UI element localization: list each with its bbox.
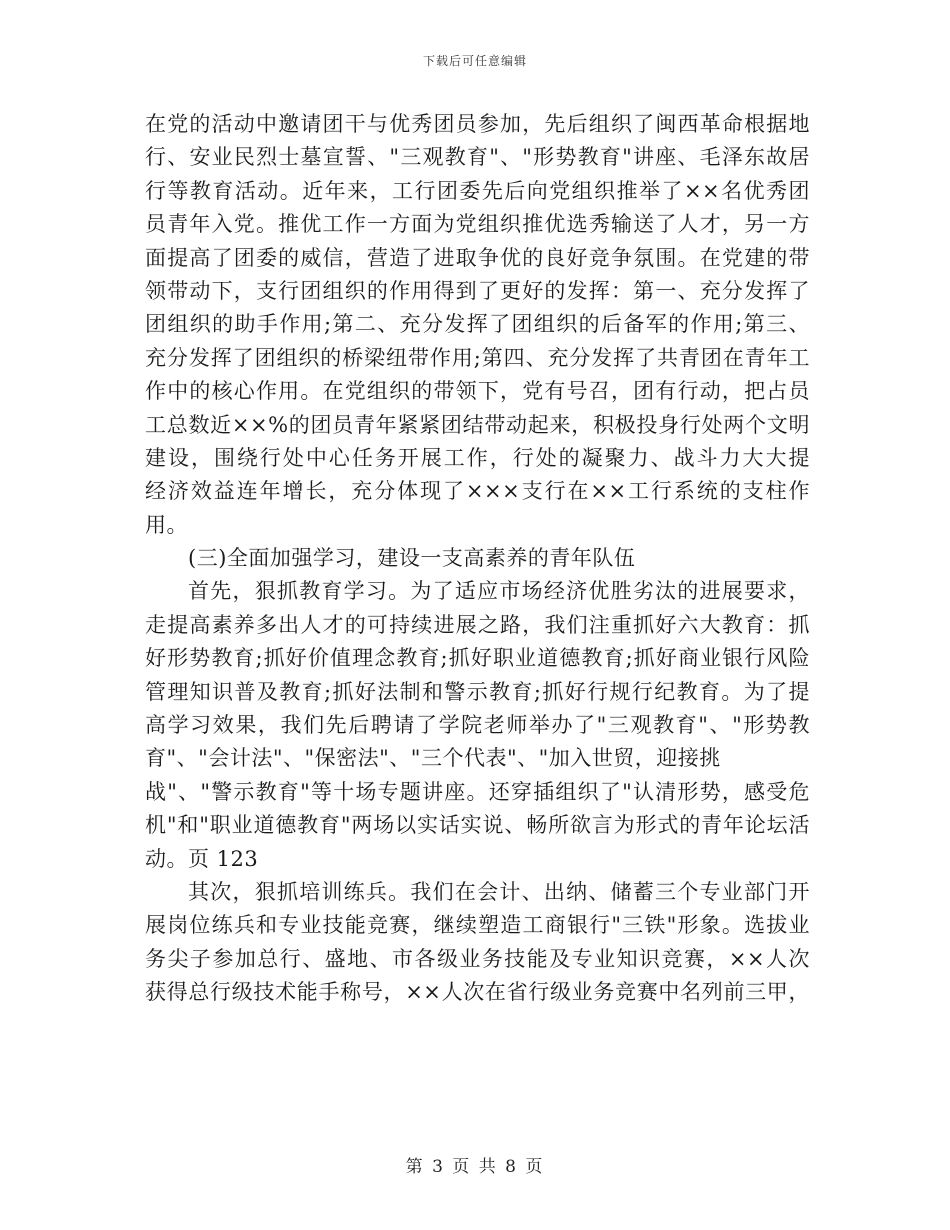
text-line: 员青年入党。推优工作一方面为党组织推优选秀输送了人才，另一方 xyxy=(145,212,810,237)
text-line: 获得总行级技术能手称号，××人次在省行级业务竞赛中名列前三甲， xyxy=(145,980,810,1005)
text-line: 面提高了团委的威信，营造了进取争优的良好竞争氛围。在党建的带 xyxy=(145,245,810,270)
text-line: 务尖子参加总行、盛地、市各级业务技能及专业知识竞赛，××人次 xyxy=(145,946,810,971)
text-line: 经济效益连年增长，充分体现了×××支行在××工行系统的支柱作 xyxy=(145,479,810,504)
text-line: 建设，围绕行处中心任务开展工作，行处的凝聚力、战斗力大大提 xyxy=(145,445,810,470)
text-line: 走提高素养多出人才的可持续进展之路，我们注重抓好六大教育：抓 xyxy=(145,612,810,637)
text-line: 领带动下，支行团组织的作用得到了更好的发挥：第一、充分发挥了 xyxy=(145,278,810,303)
text-line: 机"和"职业道德教育"两场以实话实说、畅所欲言为形式的青年论坛活 xyxy=(145,813,810,838)
page-footer: 第 3 页 共 8 页 xyxy=(405,1157,545,1177)
body-text xyxy=(145,108,810,1010)
text-line: 好形势教育;抓好价值理念教育;抓好职业道德教育;抓好商业银行风险 xyxy=(145,646,810,671)
text-line: 动。页 123 xyxy=(145,846,259,871)
text-line: 首先，狠抓教育学习。为了适应市场经济优胜劣汰的进展要求， xyxy=(188,579,810,604)
text-line: 育"、"会计法"、"保密法"、"三个代表"、"加入世贸，迎接挑 xyxy=(145,746,721,771)
text-line: 展岗位练兵和专业技能竞赛，继续塑造工商银行"三铁"形象。选拔业 xyxy=(145,913,810,938)
text-line: 管理知识普及教育;抓好法制和警示教育;抓好行规行纪教育。为了提 xyxy=(145,679,810,704)
text-line: 行等教育活动。近年来，工行团委先后向党组织推举了××名优秀团 xyxy=(145,178,810,203)
text-line: 工总数近××%的团员青年紧紧团结带动起来，积极投身行处两个文明 xyxy=(145,412,810,437)
text-line: 战"、"警示教育"等十场专题讲座。还穿插组织了"认清形势，感受危 xyxy=(145,779,810,804)
text-line: 其次，狠抓培训练兵。我们在会计、出纳、储蓄三个专业部门开 xyxy=(188,879,810,904)
text-line: (三)全面加强学习，建设一支高素养的青年队伍 xyxy=(188,546,636,571)
text-line: 用。 xyxy=(145,512,188,537)
text-line: 充分发挥了团组织的桥梁纽带作用;第四、充分发挥了共青团在青年工 xyxy=(145,345,810,370)
text-line: 高学习效果，我们先后聘请了学院老师举办了"三观教育"、"形势教 xyxy=(145,713,810,738)
page-header: 下载后可任意编辑 xyxy=(422,54,527,68)
text-line: 作中的核心作用。在党组织的带领下，党有号召，团有行动，把占员 xyxy=(145,379,810,404)
text-line: 团组织的助手作用;第二、充分发挥了团组织的后备军的作用;第三、 xyxy=(145,312,810,337)
text-line: 行、安业民烈士墓宣誓、"三观教育"、"形势教育"讲座、毛泽东故居 xyxy=(145,145,810,170)
text-line: 在党的活动中邀请团干与优秀团员参加，先后组织了闽西革命根据地 xyxy=(145,112,810,136)
